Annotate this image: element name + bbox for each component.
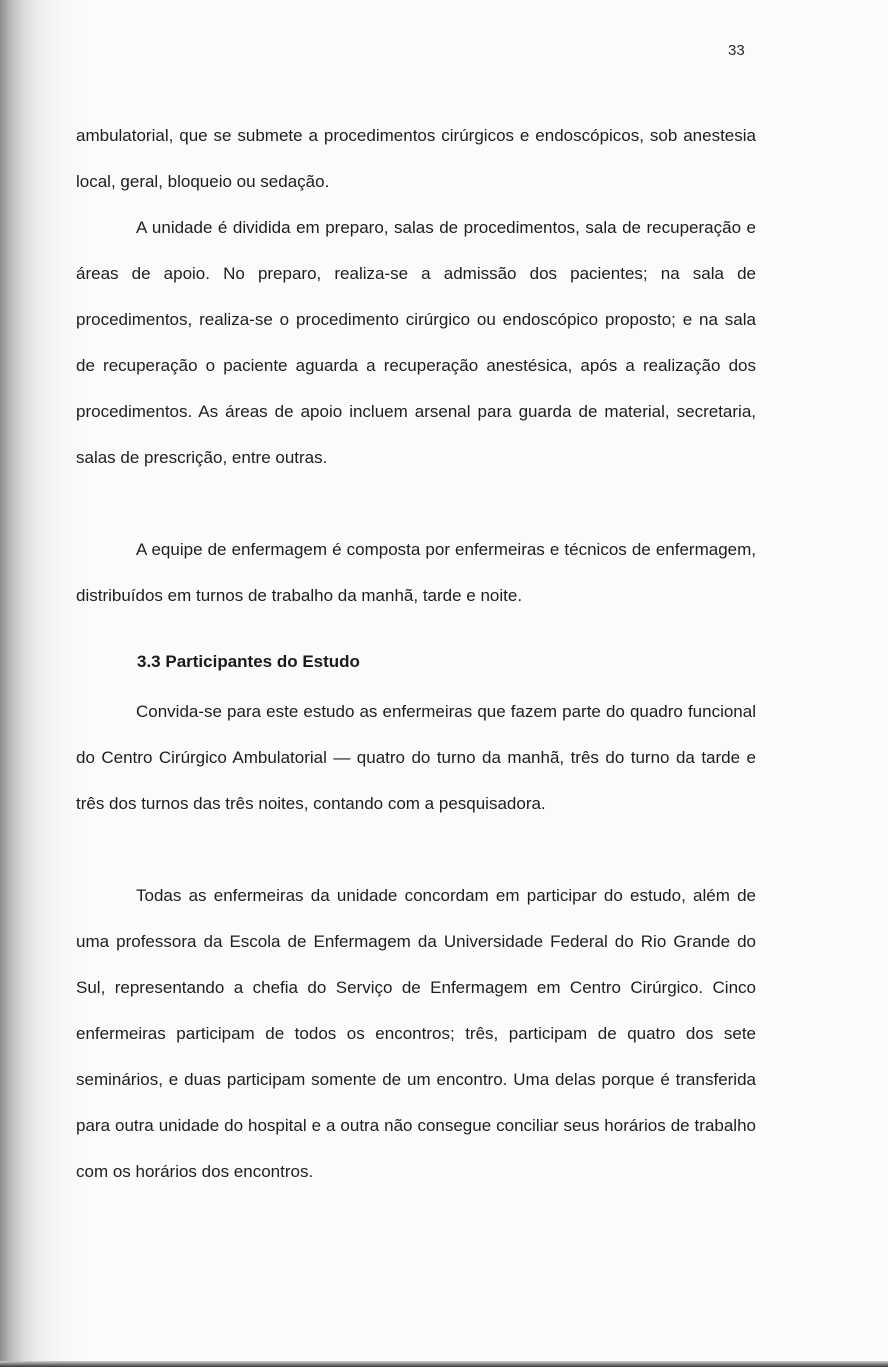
paragraph-equipe: A equipe de enfermagem é composta por enfermeiras e técnicos de enfermagem, distribuídos em turnos de trabalho da manhã, tarde e noite. xyxy=(76,540,756,605)
paragraph-ambulatorial: ambulatorial, que se submete a procedimentos cirúrgicos e endoscópicos, sob anestesia local, geral, bloqueio ou sedação. xyxy=(76,126,756,191)
section-heading-participantes: 3.3 Participantes do Estudo xyxy=(137,652,360,671)
paragraph-todas-enfermeiras: Todas as enfermeiras da unidade concordam em participar do estudo, além de uma professora da Escola de Enfermagem da Universidade Federal do Rio Grande do Sul, representando a chefia do Serviço de Enfermagem em Centro Cirúrgico. Cinco enfermeiras participam de todos os encontros; três, participam de quatro dos sete seminários, e duas participam somente de um encontro. Uma delas porque é transferida para outra unidade do hospital e a outra não consegue conciliar seus horários de trabalho com os horários dos encontros. xyxy=(76,886,756,1181)
paragraph-unidade: A unidade é dividida em preparo, salas de procedimentos, sala de recuperação e áreas de apoio. No preparo, realiza-se a admissão dos pacientes; na sala de procedimentos, realiza-se o procedimento cirúrgico ou endoscópico proposto; e na sala de recuperação o paciente aguarda a recuperação anestésica, após a realização dos procedimentos. As áreas de apoio incluem arsenal para guarda de material, secretaria, salas de prescrição, entre outras. xyxy=(76,218,756,467)
page-bottom-edge xyxy=(0,1361,888,1367)
page-number: 33 xyxy=(728,42,745,59)
paragraph-convida-se: Convida-se para este estudo as enfermeiras que fazem parte do quadro funcional do Centro Cirúrgico Ambulatorial — quatro do turno da manhã, três do turno da tarde e três dos turnos das três noites, contando com a pesquisadora. xyxy=(76,702,756,813)
